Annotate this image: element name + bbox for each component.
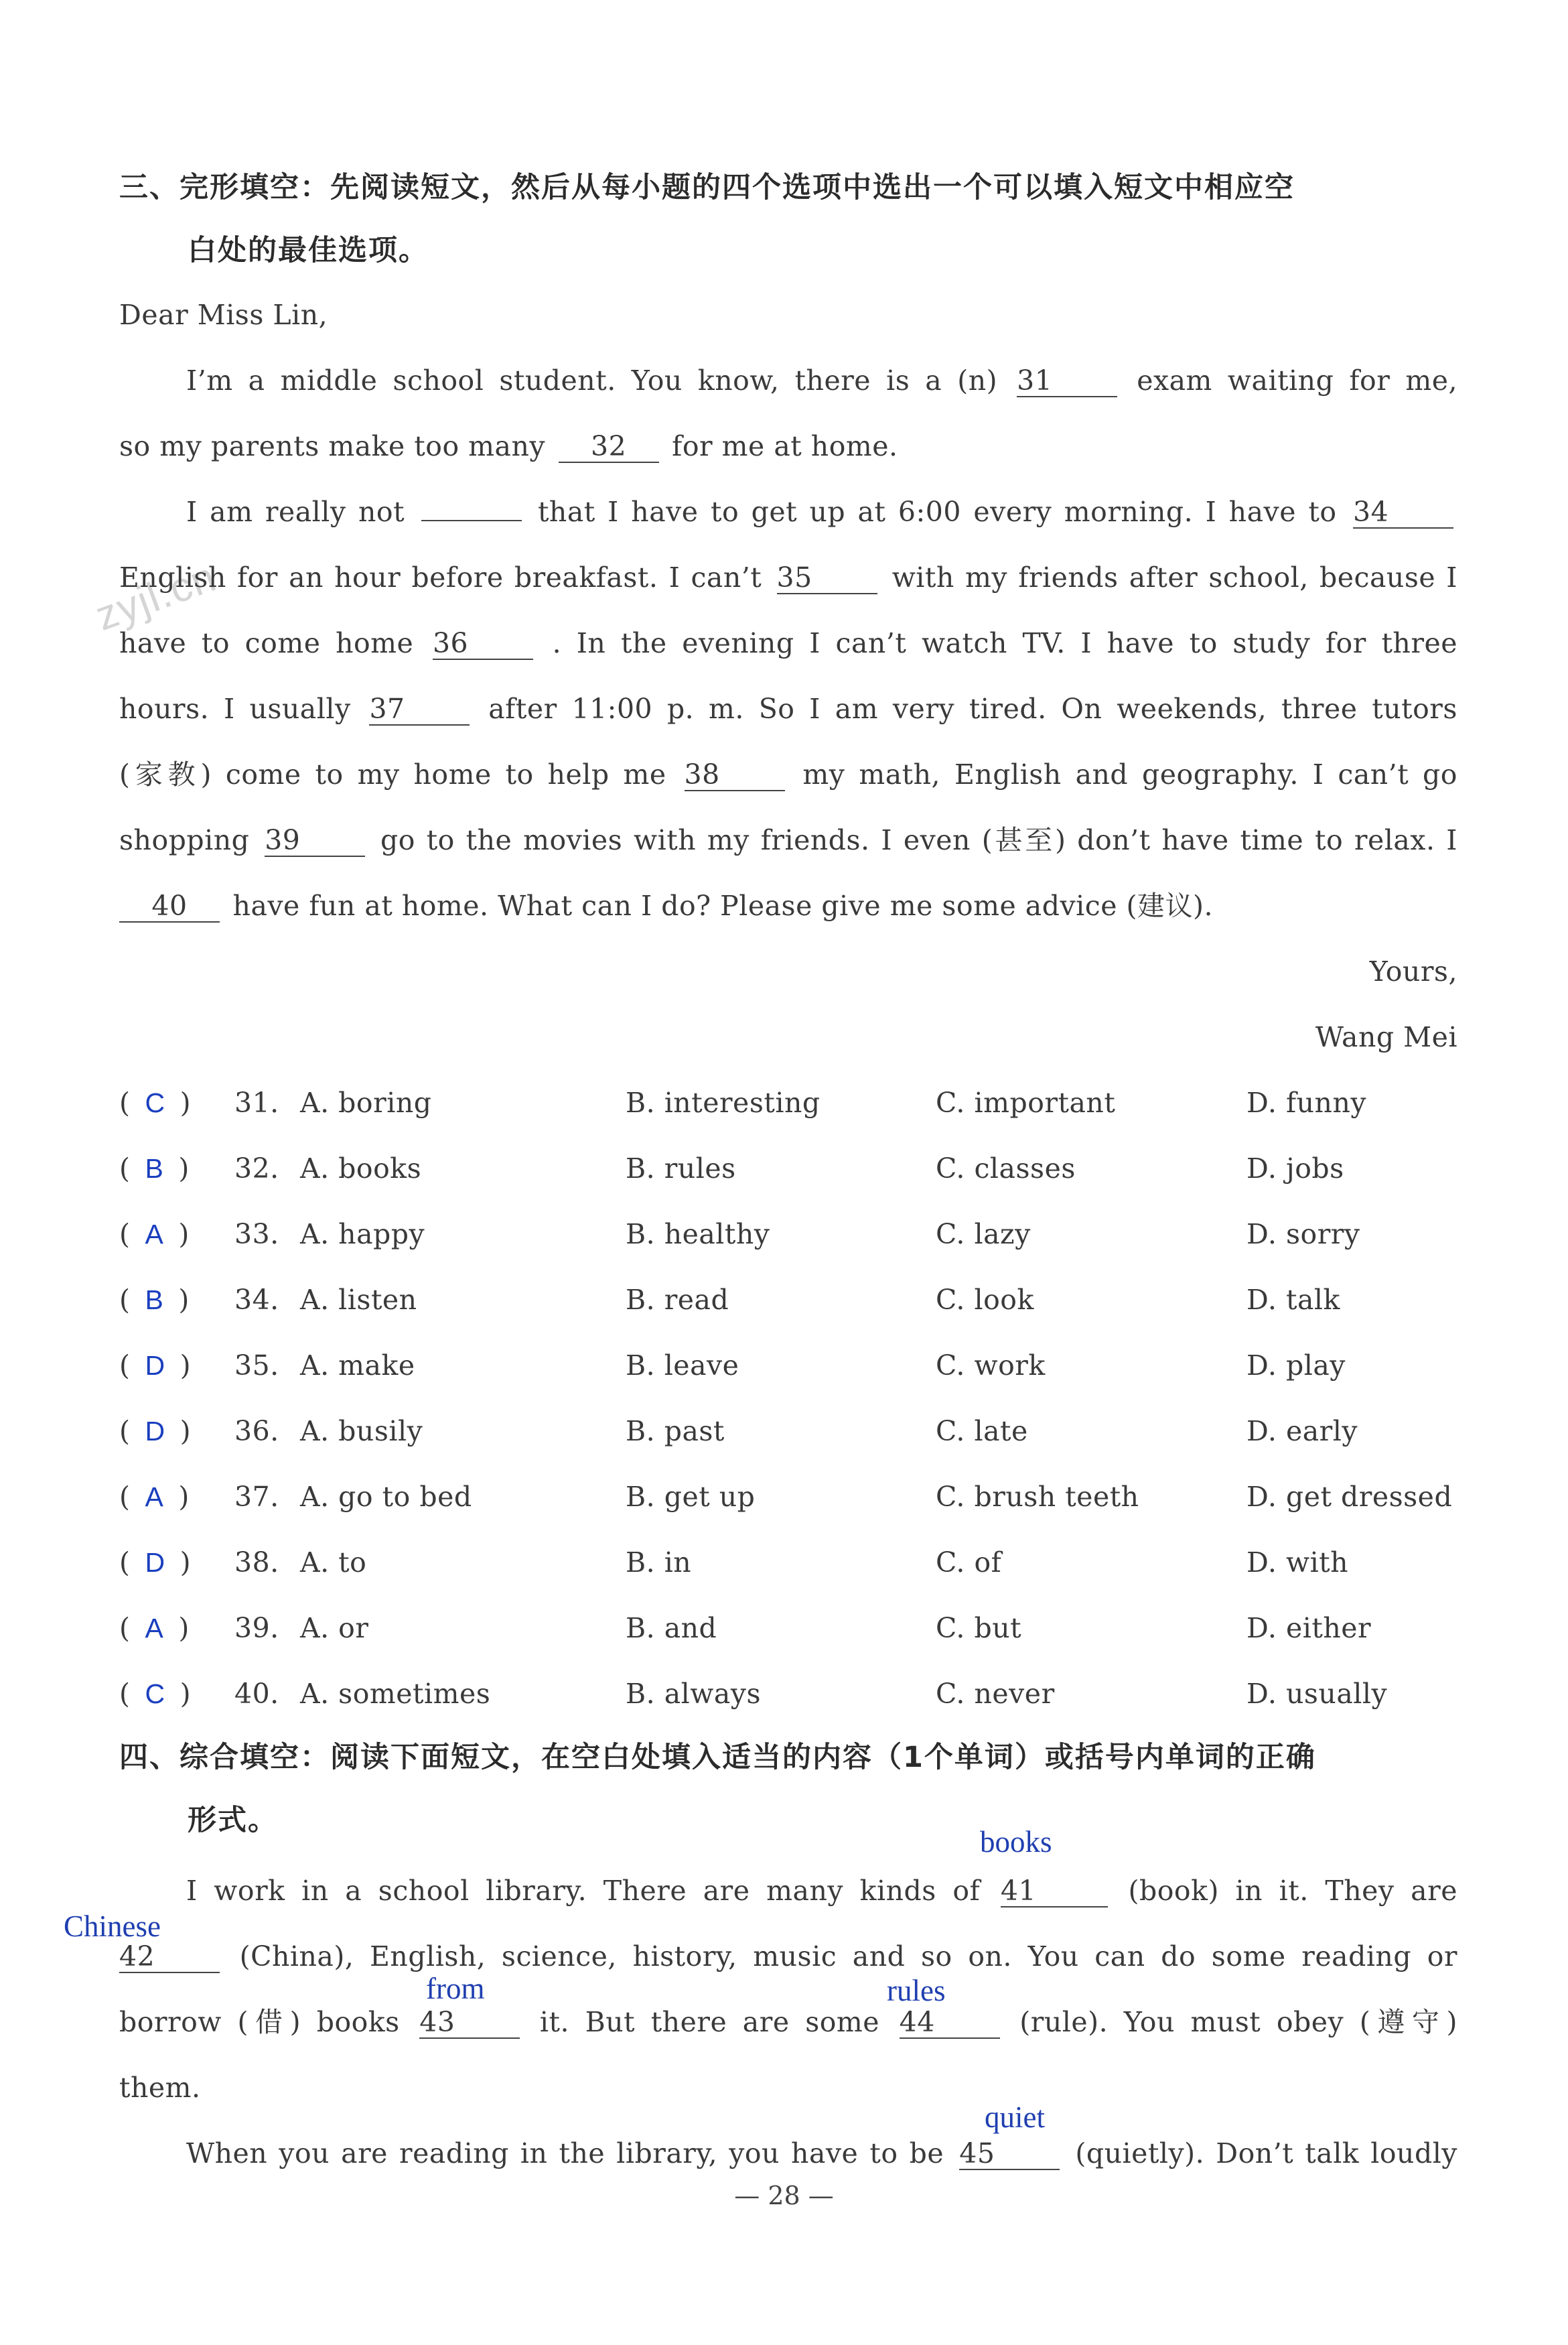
- blank-37: 37: [369, 693, 470, 726]
- question-number: 35.: [234, 1349, 279, 1382]
- option-c: C. lazy: [936, 1218, 1031, 1250]
- answer-letter: D: [145, 1350, 165, 1381]
- option-b: B. healthy: [626, 1218, 770, 1250]
- question-row: [119, 1542, 1459, 1583]
- answer-letter: A: [145, 1613, 164, 1644]
- letter-line: [119, 754, 1457, 795]
- watermark: zyjl.cn: [89, 553, 223, 640]
- blank-45: 45: [959, 2138, 1060, 2170]
- answer-letter: A: [145, 1481, 164, 1512]
- option-d: D. sorry: [1246, 1218, 1360, 1250]
- option-d: D. early: [1246, 1415, 1358, 1447]
- blank-40: 40: [119, 890, 220, 923]
- blank-44: 44: [900, 2007, 1000, 2039]
- text-segment: so my parents make too many: [119, 430, 546, 462]
- text-segment: I am really not: [186, 496, 405, 528]
- option-b: B. read: [626, 1284, 729, 1316]
- answer-letter: D: [145, 1416, 165, 1447]
- blank-33: [421, 520, 522, 521]
- option-c: C. look: [936, 1284, 1034, 1316]
- answer-paren: ( A ): [119, 1218, 190, 1250]
- blank-41: 41: [1001, 1875, 1108, 1907]
- text-segment: my math, English and geography. I can’t go: [802, 758, 1457, 791]
- section-4-heading-line2: 形式。: [188, 1804, 278, 1837]
- answer-paren: ( D ): [119, 1546, 192, 1579]
- text-segment: When you are reading in the library, you have to be: [186, 2137, 944, 2169]
- question-number: 40.: [234, 1678, 279, 1710]
- option-a: A. make: [300, 1349, 415, 1382]
- answer-letter: C: [145, 1678, 165, 1709]
- option-c: C. important: [936, 1087, 1116, 1119]
- section-4-heading-line1: 四、综合填空：阅读下面短文，在空白处填入适当的内容（1个单词）或括号内单词的正确: [119, 1741, 1316, 1774]
- question-row: [119, 1083, 1459, 1123]
- blank-36: 36: [433, 628, 533, 660]
- passage-line: [186, 2133, 1457, 2173]
- answer-paren: ( B ): [119, 1152, 190, 1185]
- handwritten-answer-41: books: [980, 1825, 1052, 1859]
- option-a: A. go to bed: [300, 1481, 472, 1513]
- answer-letter: B: [145, 1153, 164, 1184]
- question-number: 39.: [234, 1612, 279, 1644]
- letter-closing: Yours,: [1369, 955, 1457, 988]
- blank-35: 35: [777, 562, 877, 594]
- section-3-heading-line1: 三、完形填空：先阅读短文，然后从每小题的四个选项中选出一个可以填入短文中相应空: [119, 171, 1295, 204]
- option-c: C. but: [936, 1612, 1022, 1644]
- question-row: [119, 1608, 1459, 1648]
- option-a: A. books: [300, 1152, 422, 1185]
- option-c: C. classes: [936, 1152, 1076, 1185]
- page-number: — 28 —: [734, 2181, 834, 2210]
- letter-line: [186, 492, 1457, 532]
- text-segment: have fun at home. What can I do? Please give me some advice (建议).: [232, 890, 1214, 922]
- option-b: B. interesting: [626, 1087, 821, 1119]
- question-number: 32.: [234, 1152, 279, 1185]
- question-row: [119, 1280, 1459, 1320]
- text-segment: (rule). You must obey (遵守): [1019, 2006, 1457, 2038]
- option-d: D. talk: [1246, 1284, 1340, 1316]
- letter-signature: Wang Mei: [1315, 1021, 1457, 1053]
- answer-letter: A: [145, 1219, 164, 1250]
- option-d: D. with: [1246, 1546, 1349, 1579]
- option-c: C. never: [936, 1678, 1055, 1710]
- text-segment: I work in a school library. There are many kinds of: [186, 1875, 981, 1907]
- text-segment: have to come home: [119, 627, 414, 659]
- passage-line: [119, 1936, 1457, 1977]
- letter-line: [119, 689, 1457, 729]
- option-a: A. to: [300, 1546, 367, 1579]
- text-segment: (book) in it. They are: [1128, 1875, 1457, 1907]
- option-d: D. usually: [1246, 1678, 1388, 1710]
- letter-greeting: Dear Miss Lin,: [119, 299, 328, 331]
- section-3-heading-line2: 白处的最佳选项。: [188, 234, 429, 267]
- question-number: 31.: [234, 1087, 279, 1119]
- blank-32: 32: [559, 431, 659, 463]
- question-row: [119, 1674, 1459, 1714]
- option-b: B. rules: [626, 1152, 736, 1185]
- question-row: [119, 1411, 1459, 1451]
- question-number: 36.: [234, 1415, 279, 1447]
- option-b: B. past: [626, 1415, 725, 1447]
- option-a: A. listen: [300, 1284, 417, 1316]
- answer-letter: C: [145, 1087, 165, 1118]
- question-number: 34.: [234, 1284, 279, 1316]
- blank-38: 38: [685, 759, 785, 791]
- handwritten-answer-45: quiet: [985, 2100, 1045, 2134]
- section-3-heading: [119, 156, 1452, 282]
- answer-paren: ( D ): [119, 1349, 192, 1382]
- passage-line: [119, 2002, 1457, 2042]
- option-b: B. always: [626, 1678, 761, 1710]
- text-segment: English for an hour before breakfast. I can’t: [119, 561, 762, 594]
- letter-line: [186, 360, 1457, 401]
- letter-line: [119, 557, 1457, 598]
- option-c: C. of: [936, 1546, 1002, 1579]
- option-b: B. in: [626, 1546, 692, 1579]
- handwritten-answer-42: Chinese: [64, 1910, 161, 1943]
- option-a: A. busily: [300, 1415, 423, 1447]
- handwritten-answer-44: rules: [887, 1974, 946, 2007]
- text-segment: that I have to get up at 6:00 every morning. I have to: [537, 496, 1337, 528]
- text-segment: it. But there are some: [539, 2006, 880, 2038]
- answer-paren: ( A ): [119, 1612, 190, 1644]
- text-segment: (quietly). Don’t talk loudly: [1075, 2137, 1457, 2169]
- question-number: 33.: [234, 1218, 279, 1250]
- option-d: D. either: [1246, 1612, 1372, 1644]
- text-segment: go to the movies with my friends. I even (甚至) don’t have time to relax. I: [380, 824, 1457, 856]
- blank-31: 31: [1017, 365, 1117, 397]
- answer-paren: ( C ): [119, 1087, 192, 1119]
- letter-line: [119, 426, 1457, 466]
- option-a: A. sometimes: [300, 1678, 491, 1710]
- option-a: A. happy: [300, 1218, 425, 1250]
- passage-line: [186, 1871, 1457, 1911]
- option-b: B. leave: [626, 1349, 739, 1382]
- option-d: D. funny: [1246, 1087, 1367, 1119]
- text-segment: shopping: [119, 824, 250, 856]
- option-a: A. or: [300, 1612, 369, 1644]
- passage-line: them.: [119, 2072, 201, 2104]
- text-segment: for me at home.: [672, 430, 898, 462]
- section-4-heading: [119, 1726, 1452, 1852]
- question-row: [119, 1477, 1459, 1517]
- answer-paren: ( D ): [119, 1415, 192, 1447]
- option-c: C. work: [936, 1349, 1046, 1382]
- letter-line: [119, 886, 1457, 926]
- question-number: 37.: [234, 1481, 279, 1513]
- letter-line: [119, 623, 1457, 663]
- option-d: D. jobs: [1246, 1152, 1344, 1185]
- blank-34: 34: [1353, 496, 1453, 529]
- question-number: 38.: [234, 1546, 279, 1579]
- option-d: D. play: [1246, 1349, 1346, 1382]
- handwritten-answer-43: from: [426, 1972, 485, 2005]
- blank-39: 39: [265, 825, 365, 857]
- text-segment: hours. I usually: [119, 693, 351, 725]
- blank-42: 42: [119, 1941, 220, 1973]
- text-segment: (家教) come to my home to help me: [119, 758, 666, 791]
- option-d: D. get dressed: [1246, 1481, 1453, 1513]
- answer-paren: ( A ): [119, 1481, 190, 1513]
- text-segment: I’m a middle school student. You know, there is a (n): [186, 364, 998, 397]
- text-segment: after 11:00 p. m. So I am very tired. On weekends, three tutors: [488, 693, 1457, 725]
- option-a: A. boring: [300, 1087, 432, 1119]
- question-row: [119, 1214, 1459, 1254]
- question-row: [119, 1345, 1459, 1386]
- answer-paren: ( B ): [119, 1284, 190, 1316]
- text-segment: with my friends after school, because I: [892, 561, 1458, 594]
- answer-paren: ( C ): [119, 1678, 192, 1710]
- text-segment: exam waiting for me,: [1137, 364, 1457, 397]
- text-segment: (China), English, science, history, music and so on. You can do some reading or: [239, 1940, 1457, 1972]
- text-segment: . In the evening I can’t watch TV. I have to study for three: [552, 627, 1457, 659]
- question-row: [119, 1148, 1459, 1189]
- text-segment: borrow (借) books: [119, 2006, 400, 2038]
- answer-letter: D: [145, 1547, 165, 1578]
- option-b: B. and: [626, 1612, 717, 1644]
- option-b: B. get up: [626, 1481, 756, 1513]
- blank-43: 43: [419, 2007, 520, 2039]
- letter-line: [119, 820, 1457, 860]
- answer-letter: B: [145, 1284, 164, 1315]
- option-c: C. late: [936, 1415, 1028, 1447]
- option-c: C. brush teeth: [936, 1481, 1139, 1513]
